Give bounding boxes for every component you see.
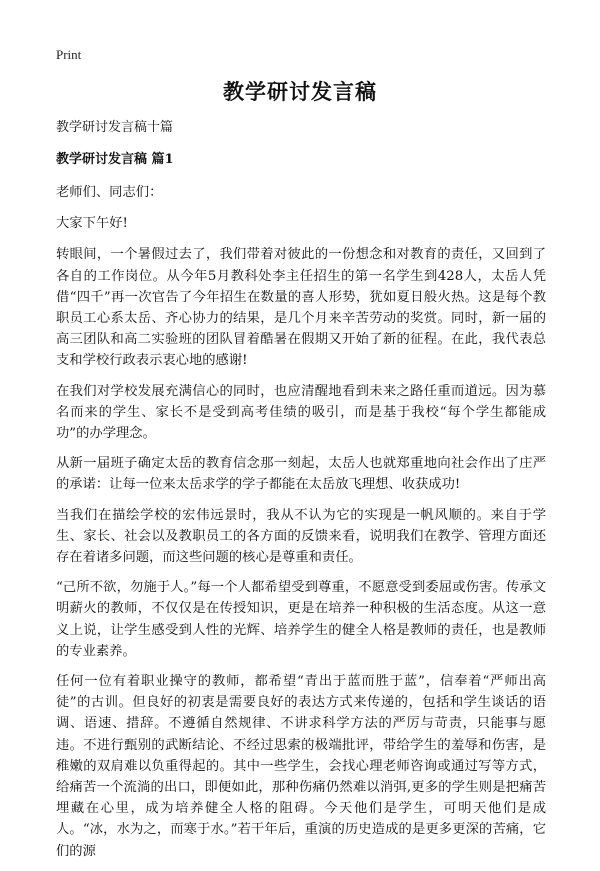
body-paragraph: 在我们对学校发展充满信心的同时，也应清醒地看到未来之路任重而道远。因为慕名而来的学生、家长不是受到高考佳绩的吸引，而是基于我校“每个学生都能成功”的办学理念。 [56,383,546,442]
body-paragraph: 当我们在描绘学校的宏伟远景时，我从不认为它的实现是一帆风顺的。来自于学生、家长、社会以及教职员工的各方面的反馈来看，说明我们在教学、管理方面还存在着诸多问题，而这些问题的核心是尊重和责任。 [56,507,546,566]
document-subtitle: 教学研讨发言稿十篇 [56,120,174,135]
body-paragraph: 转眼间，一个暑假过去了，我们带着对彼此的一份想念和对教育的责任，又回到了各自的工作岗位。从今年5月教科处李主任招生的第一名学生到428人，太岳人凭借“四千”再一次官告了今年招生在数量的喜人形势，犹如夏日般火热。这是每个教职员工心系太岳、齐心协力的结果，是几个月来辛苦劳动的奖赏。同时，新一届的高三团队和高二实验班的团队冒着酷暑在假期又开始了新的征程。在此，我代表总支和学校行政表示衷心地的感谢! [56,247,546,369]
body-paragraph: “己所不欲，勿施于人。”每一个人都希望受到尊重，不愿意受到委屈或伤害。传承文明薪火的教师，不仅仅是在传授知识，更是在培养一种积极的生活态度。从这一意义上说，让学生感受到人性的光辉、培养学生的健全人格是教师的责任，也是教师的专业素养。 [56,580,546,659]
body-paragraph: 任何一位有着职业操守的教师，都希望“青出于蓝而胜于蓝”，信奉着“严师出高徒”的古训。但良好的初衷是需要良好的表达方式来传递的，包括和学生谈话的语调、语速、措辞。不遵循自然规律、不讲求科学方法的严厉与苛责，只能事与愿违。不进行甄别的武断结论、不经过思索的极端批评，带给学生的羞辱和伤害，是稚嫩的双肩难以负重得起的。其中一些学生，会找心理老师咨询或通过写等方式，给痛苦一个流淌的出口，即便如此，那种伤痛仍然难以消弭,更多的学生则是把痛苦埋藏在心里，成为培养健全人格的阻碍。今天他们是学生，可明天他们是成人。“冰，水为之，而寒于水。”若干年后，重演的历史造成的是更多更深的苦痛，它们的源 [56,674,546,859]
section-heading: 教学研讨发言稿 篇1 [56,152,174,167]
body-paragraph: 从新一届班子确定太岳的教育信念那一刻起，太岳人也就郑重地向社会作出了庄严的承诺：让每一位来太岳求学的学子都能在太岳放飞理想、收获成功! [56,456,546,493]
greeting: 大家下午好! [56,216,128,232]
document-title: 教学研讨发言稿 [223,79,377,104]
document-body [56,118,546,871]
salutation: 老师们、同志们： [56,185,163,200]
print-link[interactable]: Print [56,47,82,62]
